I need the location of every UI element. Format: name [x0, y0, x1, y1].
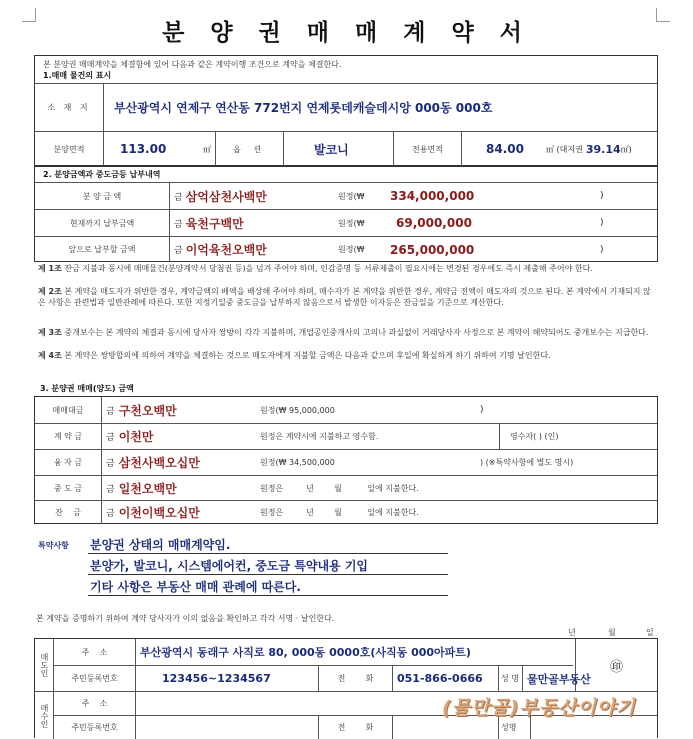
- seller-id-row: [53, 665, 591, 691]
- row-tail-2: ) (※특약사항에 별도 명시): [480, 458, 574, 467]
- buyer-id-label: 주민등록번호: [53, 716, 135, 739]
- land-unit: ㎡): [620, 144, 632, 154]
- kor-prefix: 금: [174, 192, 183, 203]
- special-line-1: 분양권 상태의 매매계약임.: [90, 538, 231, 552]
- seller-name-label: 성 명: [498, 666, 522, 691]
- section3-row-label: 중 도 금: [53, 483, 83, 493]
- location-row: [35, 83, 657, 131]
- section2-row-remaining: [35, 236, 657, 262]
- row-tail: 원정은 계약시에 지불하고 영수함.: [260, 432, 379, 441]
- watermark-text: (물만골)부동산이야기: [442, 697, 636, 719]
- seller-tel-cell: [392, 666, 498, 691]
- section3-row-body: [101, 397, 657, 423]
- kor-prefix: 금: [174, 219, 183, 230]
- option-value-cell: [283, 132, 393, 166]
- section3-row-label: 계 약 금: [53, 432, 83, 441]
- article-1: [38, 263, 658, 274]
- kor-amount: 일천오백만: [118, 481, 177, 496]
- seller-address: 부산광역시 동래구 사직로 80, 000동 0000호(사직동 000아파트): [140, 646, 471, 659]
- seller-name-cell: [522, 666, 591, 691]
- special-underline-3: [88, 595, 448, 596]
- close-paren: ): [600, 244, 604, 255]
- kor-prefix: 금: [106, 484, 115, 495]
- receiver-cell: 영수자( ) (인): [499, 424, 657, 449]
- row-tail: 원정은 년 월 일에 지불한다.: [260, 508, 419, 517]
- exclusive-value: 84.00: [486, 142, 524, 156]
- article-3: [38, 327, 658, 338]
- won-label: 원정(₩: [338, 218, 365, 228]
- buyer-name-label: 성명: [498, 716, 530, 739]
- seller-id: 123456~1234567: [162, 672, 271, 685]
- article-number: 제 3조: [38, 328, 62, 337]
- section2-row-label: 분 양 금 액: [82, 191, 122, 201]
- area-unit: ㎡: [203, 144, 211, 154]
- section2-row-body: [169, 237, 657, 262]
- date-day: 일: [646, 628, 654, 637]
- section2-row-total: [35, 182, 657, 209]
- option-label: 옵 션: [215, 132, 283, 166]
- section2-table: [34, 166, 658, 262]
- area-value-cell: [103, 132, 215, 166]
- article-text: 본 계약을 매도자가 위반한 경우, 계약금액의 배액을 배상해 주어야 하며, 매수자가 본 계약을 위반한 경우, 계약금 전액이 매도자의 것으로 된다. 본 계약에서 기재되지 않은 사항은 관련법과 일반관례에 따른다. 또한 지정기일중 중도금을 납부하지 않음으로서 발생한 이자등은 잔금일을 기준으로 계산한다.: [38, 287, 651, 307]
- exclusive-label: 전용면적: [393, 132, 461, 166]
- kor-prefix: 금: [106, 459, 115, 469]
- section3-row-label: 잔 금: [55, 508, 81, 517]
- buyer-address-label: 주 소: [53, 692, 135, 715]
- special-underline-1: [88, 553, 448, 554]
- numeric-amount: 265,000,000: [390, 242, 475, 257]
- close-paren: ): [600, 191, 604, 201]
- kor-prefix: 금: [174, 246, 183, 256]
- close-paren: ): [600, 218, 604, 228]
- kor-amount: 이억육천오백만: [185, 243, 267, 257]
- date-year: 년: [568, 628, 576, 637]
- row-tail-2: ): [480, 405, 484, 415]
- location-label: 소 재 지: [47, 103, 91, 112]
- special-underline-2: [88, 574, 448, 575]
- article-number: 제 1조: [38, 264, 62, 273]
- kor-amount: 삼천사백오십만: [118, 456, 200, 470]
- seller-id-cell: [135, 666, 318, 691]
- buyer-tel-label: 전 화: [318, 716, 392, 739]
- article-number: 제 4조: [38, 351, 62, 360]
- kor-amount: 육천구백만: [185, 216, 244, 231]
- section3-row: [35, 475, 657, 500]
- document-title: 분 양 권 매 매 계 약 서: [162, 20, 531, 46]
- section2-row-body: [169, 210, 657, 236]
- kor-prefix: 금: [106, 509, 115, 519]
- kor-prefix: 금: [106, 406, 115, 417]
- section3-row-label: 융 자 금: [53, 458, 83, 467]
- special-line-3: 기타 사항은 부동산 매매 관례에 따른다.: [90, 580, 301, 594]
- exclusive-value-cell: [461, 132, 657, 166]
- seller-name: 물만골부동산: [527, 672, 591, 686]
- seller-side-label: 매도인: [40, 653, 49, 677]
- row-tail: 원정은 년 월 일에 지불한다.: [260, 483, 419, 493]
- section1-table: [34, 55, 658, 166]
- option-value: 발코니: [314, 142, 349, 157]
- numeric-amount: 334,000,000: [390, 189, 475, 203]
- parties-table: [34, 638, 658, 738]
- section3-table: [34, 396, 658, 524]
- won-label: 원정(₩: [338, 191, 365, 201]
- kor-amount: 삼억삼천사백만: [185, 189, 267, 204]
- date-month: 월: [608, 628, 616, 637]
- section2-row-paid: [35, 209, 657, 236]
- section3-row: [35, 397, 657, 423]
- section3-row-body: [101, 501, 657, 524]
- area-value: 113.00: [120, 142, 167, 156]
- article-number: 제 2조: [38, 287, 62, 296]
- location-value: [103, 84, 657, 131]
- special-label: 특약사항: [38, 541, 69, 550]
- special-line-2: 분양가, 발코니, 시스템에어컨, 중도금 특약내용 기입: [90, 559, 368, 573]
- section3-row-label: 매매대금: [52, 405, 84, 415]
- seller-tel: 051-866-0666: [397, 672, 483, 685]
- intro-text: 본 분양권 매매계약을 체결함에 있어 다음과 같은 계약이행 조건으로 계약을 체결한다.: [43, 60, 342, 69]
- buyer-side-label: 매수인: [40, 703, 49, 728]
- row-tail: 원정(₩ 95,000,000: [260, 405, 335, 415]
- area-label: 분양면적: [53, 144, 85, 154]
- section3-row: [35, 449, 657, 475]
- section2-row-body: [169, 183, 657, 209]
- article-text: 잔금 지불과 동시에 매매물건(분양계약서 당첨권 등)을 넘겨 주어야 하며, 인감증명 등 서류제출이 필요시에는 변경된 경우에도 즉시 제출해 주어야 한다.: [64, 264, 593, 273]
- article-2: [38, 286, 658, 308]
- seller-tel-label: 전 화: [318, 666, 392, 691]
- kor-prefix: 금: [106, 433, 115, 443]
- closing-text: 본 계약을 증명하기 위하여 계약 당사자가 이의 없음을 확인하고 각각 서명 · 날인한다.: [36, 614, 335, 623]
- section3-row: [35, 423, 657, 449]
- kor-amount: 구천오백만: [118, 403, 177, 418]
- seller-address-label: 주 소: [53, 639, 135, 665]
- section3-heading: 3. 분양권 매매(양도) 금액: [40, 384, 134, 393]
- section3-row-body: [101, 424, 499, 449]
- buyer-id-field[interactable]: [135, 716, 318, 739]
- exclusive-unit: ㎡ (대지권: [545, 144, 583, 154]
- won-label: 원정(₩: [338, 245, 365, 254]
- section2-row-label: 앞으로 납부할 금액: [68, 245, 136, 254]
- kor-amount: 이천이백오십만: [118, 506, 200, 520]
- seller-address-row: [53, 639, 657, 675]
- location-text: 부산광역시 연제구 연산동 772번지 연제롯데캐슬데시앙 000동 000호: [114, 101, 493, 115]
- section3-row-body: [101, 450, 657, 475]
- area-row: [35, 131, 657, 166]
- seller-seal: ㊞: [575, 639, 657, 691]
- seller-id-label: 주민등록번호: [53, 666, 135, 691]
- section2-heading: 2. 분양금액과 중도금등 납부내역: [43, 170, 161, 179]
- section3-row-body: [101, 476, 657, 500]
- article-4: [38, 350, 658, 361]
- land-value: 39.14: [585, 142, 621, 156]
- article-text: 중개보수는 본 계약의 체결과 동시에 당사자 쌍방이 각각 지불하며, 개업공인중개사의 고의나 과실없이 거래당사자 사정으로 본 계약이 해약되어도 중개보수는 지급한다.: [64, 328, 649, 337]
- article-text: 본 계약은 쌍방합의에 의하여 계약을 체결하는 것으로 매도자에게 지불할 금액은 다음과 같으며 후일에 확실하게 하기 위하여 기명 날인한다.: [64, 351, 551, 360]
- row-tail: 원정(₩ 34,500,000: [260, 458, 335, 467]
- seller-address-cell: [135, 639, 575, 665]
- section1-heading: 1.매매 물건의 표시: [43, 71, 112, 80]
- section2-row-label: 현재까지 납부금액: [69, 218, 135, 228]
- numeric-amount: 69,000,000: [396, 216, 472, 230]
- kor-amount: 이천만: [118, 430, 154, 444]
- section3-row: [35, 500, 657, 524]
